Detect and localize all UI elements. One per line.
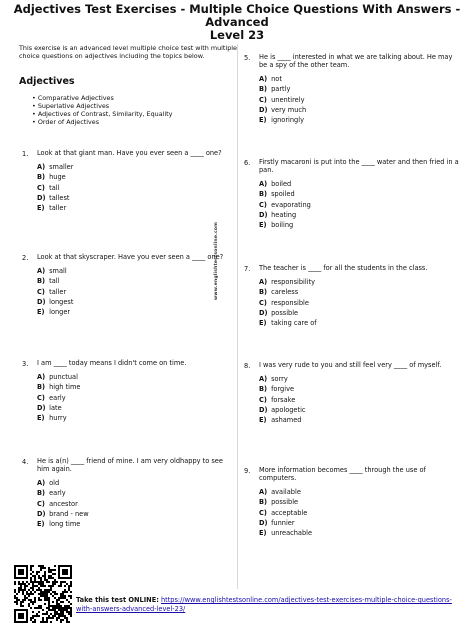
qr-code-icon[interactable] — [14, 565, 72, 623]
answer-option[interactable] — [37, 204, 237, 212]
option-letter: B) — [259, 85, 268, 94]
question-8 — [244, 361, 459, 426]
option-text: heating — [271, 210, 297, 219]
answer-option[interactable] — [37, 414, 237, 422]
question-9 — [244, 466, 459, 539]
answer-option[interactable] — [37, 288, 237, 296]
question-number: 4. — [22, 458, 29, 466]
option-letter: C) — [259, 95, 267, 104]
answer-option[interactable] — [259, 498, 459, 506]
answer-option[interactable] — [37, 520, 237, 528]
option-letter: D) — [259, 518, 268, 527]
option-letter: B) — [37, 383, 46, 392]
topics-list — [32, 94, 172, 126]
section-heading: Adjectives — [19, 76, 75, 87]
answer-option[interactable] — [37, 298, 237, 306]
option-text: apologetic — [271, 405, 306, 414]
option-text: taller — [49, 287, 67, 296]
answer-option[interactable] — [37, 308, 237, 316]
option-letter: A) — [37, 163, 46, 171]
option-letter: C) — [259, 395, 267, 404]
option-text: boiled — [271, 180, 292, 188]
option-text: evaporating — [271, 200, 311, 209]
option-letter: E) — [259, 116, 267, 125]
option-text: forsake — [271, 395, 296, 404]
answer-option[interactable] — [37, 277, 237, 285]
question-number: 7. — [244, 265, 251, 273]
option-text: possible — [271, 308, 299, 317]
answer-option[interactable] — [259, 221, 459, 229]
option-text: early — [49, 393, 66, 402]
option-letter: A) — [259, 278, 268, 286]
answer-option[interactable] — [259, 299, 459, 307]
answer-option[interactable] — [37, 394, 237, 402]
question-stem: He is a(n) ____ friend of mine. I am very oldhappy to see him again. — [37, 457, 223, 473]
answer-option[interactable] — [259, 375, 459, 383]
option-letter: B) — [259, 385, 268, 394]
option-text: huge — [49, 173, 66, 182]
question-4 — [22, 457, 237, 530]
question-stem: Firstly macaroni is put into the ____ water and then fried in a pan. — [259, 158, 459, 174]
answer-option[interactable] — [259, 319, 459, 327]
answer-option[interactable] — [37, 194, 237, 202]
option-letter: A) — [259, 180, 268, 188]
option-letter: E) — [259, 221, 267, 230]
question-stem: I am ____ today means I didn't come on time. — [37, 359, 187, 367]
option-text: taller — [49, 204, 67, 213]
option-letter: C) — [37, 499, 45, 508]
option-letter: B) — [37, 277, 46, 286]
topic-item: • Superlative Adjectives — [32, 102, 172, 110]
option-text: boiling — [271, 221, 294, 230]
answer-option[interactable] — [259, 509, 459, 517]
topic-item: • Adjectives of Contrast, Similarity, Equality — [32, 110, 172, 118]
answer-option[interactable] — [259, 278, 459, 286]
option-letter: A) — [37, 373, 46, 381]
option-letter: E) — [37, 308, 45, 317]
option-text: careless — [271, 288, 299, 297]
question-stem: He is ____ interested in what we are talking about. He may be a spy of the other team. — [259, 53, 453, 69]
option-text: very much — [271, 105, 307, 114]
option-letter: E) — [259, 529, 267, 538]
option-text: unreachable — [271, 529, 313, 538]
answer-option[interactable] — [37, 500, 237, 508]
option-letter: E) — [37, 204, 45, 213]
answer-option[interactable] — [259, 116, 459, 124]
intro-text: This exercise is an advanced level multiple choice test with multiple choice questions on adjectives including the topics below. — [19, 44, 237, 60]
option-letter: E) — [37, 520, 45, 529]
option-text: partly — [271, 85, 291, 94]
option-letter: C) — [37, 393, 45, 402]
question-number: 8. — [244, 362, 251, 370]
test-online-link[interactable]: https://www.englishtestsonline.com/adjectives-test-exercises-multiple-choice-questions-with-answers-advanced-level-23/ — [76, 596, 452, 613]
option-text: hurry — [49, 414, 67, 423]
option-letter: B) — [37, 489, 46, 498]
option-letter: A) — [37, 267, 46, 275]
answer-option[interactable] — [37, 510, 237, 518]
title-line-1: Adjectives Test Exercises - Multiple Choice Questions With Answers - Advanced — [13, 2, 461, 29]
answer-option[interactable] — [259, 75, 459, 83]
option-text: smaller — [49, 163, 74, 171]
question-stem: Look at that giant man. Have you ever seen a ____ one? — [37, 149, 222, 157]
question-number: 1. — [22, 150, 29, 158]
question-5 — [244, 53, 459, 126]
option-letter: B) — [259, 288, 268, 297]
option-text: sorry — [271, 375, 288, 383]
option-text: responsible — [271, 298, 309, 307]
answer-option[interactable] — [259, 180, 459, 188]
question-number: 2. — [22, 254, 29, 262]
option-text: taking care of — [271, 319, 317, 328]
option-letter: A) — [259, 488, 268, 496]
option-letter: E) — [259, 416, 267, 425]
question-1 — [22, 149, 237, 214]
option-text: late — [49, 403, 62, 412]
option-text: long time — [49, 520, 81, 529]
question-number: 6. — [244, 159, 251, 167]
answer-option[interactable] — [259, 519, 459, 527]
option-text: early — [49, 489, 66, 498]
question-number: 3. — [22, 360, 29, 368]
option-letter: C) — [259, 200, 267, 209]
option-letter: B) — [37, 173, 46, 182]
option-text: possible — [271, 498, 299, 507]
topic-item: • Comparative Adjectives — [32, 94, 172, 102]
column-divider — [237, 44, 238, 589]
answer-option[interactable] — [259, 488, 459, 496]
answer-option[interactable] — [259, 106, 459, 114]
option-letter: D) — [259, 105, 268, 114]
site-watermark: www.englishtestsonline.com — [214, 221, 219, 300]
option-letter: E) — [259, 319, 267, 328]
option-text: small — [49, 267, 67, 275]
question-number: 9. — [244, 467, 251, 475]
option-text: ancestor — [49, 499, 78, 508]
answer-option[interactable] — [37, 404, 237, 412]
option-text: ignoringly — [271, 116, 304, 125]
page-title — [0, 3, 474, 42]
option-text: funnier — [271, 518, 295, 527]
option-text: high time — [49, 383, 81, 392]
answer-option[interactable] — [37, 383, 237, 391]
option-text: forgive — [271, 385, 295, 394]
answer-option[interactable] — [259, 529, 459, 537]
question-2 — [22, 253, 237, 318]
answer-option[interactable] — [37, 173, 237, 181]
question-number: 5. — [244, 54, 251, 62]
option-letter: D) — [37, 297, 46, 306]
option-text: tall — [49, 277, 60, 286]
question-stem: The teacher is ____ for all the students in the class. — [259, 264, 428, 272]
answer-option[interactable] — [37, 479, 237, 487]
answer-option[interactable] — [259, 211, 459, 219]
answer-option[interactable] — [259, 201, 459, 209]
answer-option[interactable] — [37, 163, 237, 171]
option-letter: D) — [259, 210, 268, 219]
option-letter: D) — [259, 308, 268, 317]
option-text: ashamed — [271, 416, 302, 425]
answer-option[interactable] — [37, 373, 237, 381]
option-letter: C) — [259, 298, 267, 307]
question-3 — [22, 359, 237, 424]
answer-option[interactable] — [259, 385, 459, 393]
option-letter: A) — [37, 479, 46, 487]
option-text: tallest — [49, 193, 70, 202]
question-6 — [244, 158, 459, 231]
question-stem: More information becomes ____ through the use of computers. — [259, 466, 426, 482]
answer-option[interactable] — [259, 396, 459, 404]
answer-option[interactable] — [37, 267, 237, 275]
answer-option[interactable] — [259, 85, 459, 93]
option-letter: B) — [259, 498, 268, 507]
option-text: longer — [49, 308, 71, 317]
answer-option[interactable] — [259, 406, 459, 414]
option-text: available — [271, 488, 301, 496]
answer-option[interactable] — [37, 184, 237, 192]
answer-option[interactable] — [259, 190, 459, 198]
answer-option[interactable] — [259, 309, 459, 317]
option-text: unentirely — [271, 95, 305, 104]
option-letter: C) — [37, 287, 45, 296]
option-letter: C) — [259, 508, 267, 517]
option-letter: D) — [37, 403, 46, 412]
option-text: responsibility — [271, 278, 316, 286]
option-letter: B) — [259, 190, 268, 199]
question-stem: I was very rude to you and still feel very ____ of myself. — [259, 361, 442, 369]
topic-item: • Order of Adjectives — [32, 118, 172, 126]
option-text: brand - new — [49, 509, 89, 518]
option-text: longest — [49, 297, 74, 306]
answer-option[interactable] — [259, 288, 459, 296]
option-text: tall — [49, 183, 60, 192]
question-7 — [244, 264, 459, 329]
option-letter: E) — [37, 414, 45, 423]
option-text: punctual — [49, 373, 78, 381]
footer — [76, 596, 456, 613]
option-text: not — [271, 75, 282, 83]
option-letter: A) — [259, 75, 268, 83]
title-line-2: Level 23 — [209, 28, 265, 42]
answer-option[interactable] — [259, 96, 459, 104]
question-stem: Look at that skyscraper. Have you ever seen a ____ one? — [37, 253, 224, 261]
option-letter: C) — [37, 183, 45, 192]
option-letter: D) — [37, 509, 46, 518]
option-text: acceptable — [271, 508, 308, 517]
option-text: spoiled — [271, 190, 295, 199]
answer-option[interactable] — [37, 489, 237, 497]
option-text: old — [49, 479, 60, 487]
option-letter: D) — [259, 405, 268, 414]
option-letter: D) — [37, 193, 46, 202]
option-letter: A) — [259, 375, 268, 383]
answer-option[interactable] — [259, 416, 459, 424]
footer-label: Take this test ONLINE: — [76, 596, 159, 604]
